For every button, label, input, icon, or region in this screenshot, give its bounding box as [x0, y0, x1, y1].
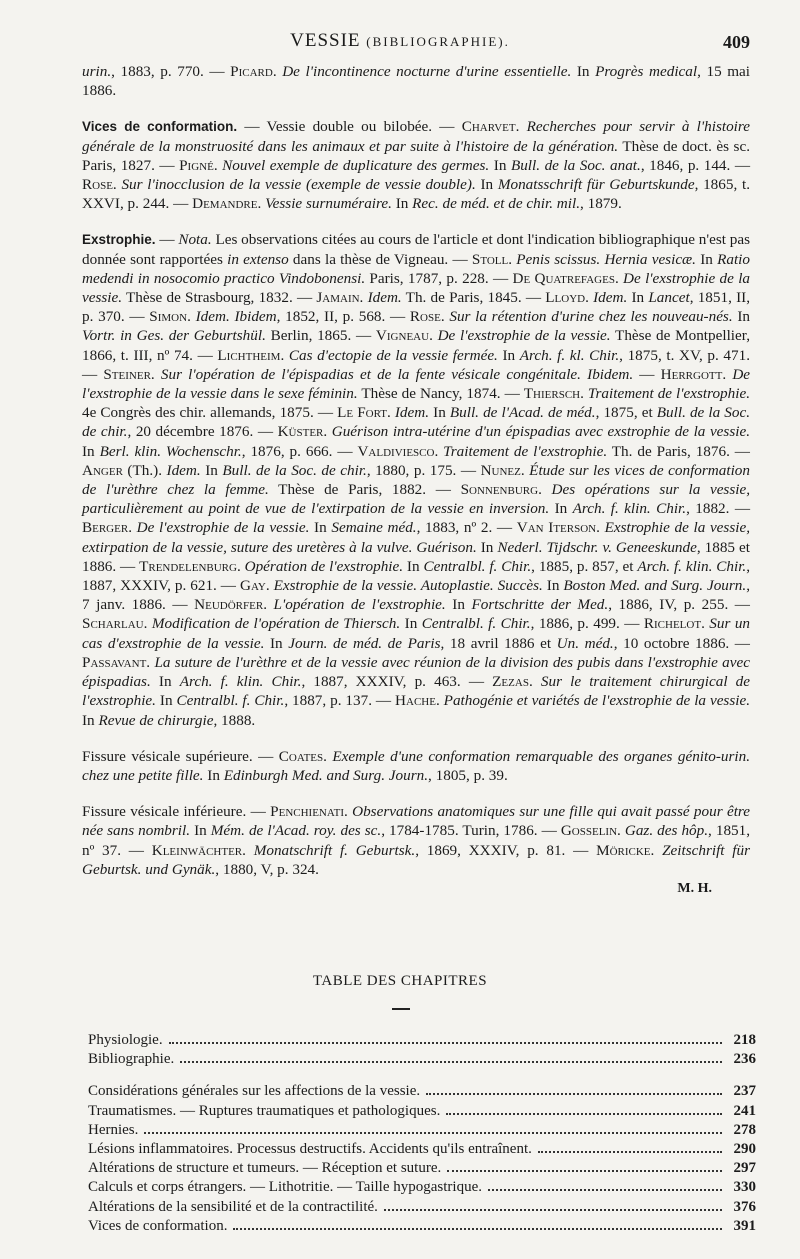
author-name: Valdiviesco	[357, 442, 435, 460]
citation-title: Arch. f. klin. Chir.	[572, 500, 687, 518]
citation-title: Arch. f. kl. Chir.	[519, 346, 620, 364]
citation-text: .	[614, 269, 624, 287]
citation-text: , 10 octobre 1886. —	[613, 634, 750, 652]
citation-text: , 1883, p. 770. —	[111, 63, 231, 80]
toc-entry	[88, 1082, 756, 1101]
author-name: Hache	[395, 692, 436, 710]
author-name: Anger	[82, 461, 123, 479]
citation-text: .	[236, 557, 245, 575]
author-name: Charvet	[461, 118, 516, 136]
citation-text: .	[150, 365, 161, 383]
citation-title: Fortschritte der Med.	[471, 596, 609, 614]
author-name: Picard	[230, 63, 273, 80]
citation-title: Idem.	[367, 289, 402, 307]
citation-text: , 1879.	[580, 195, 622, 213]
citation-text: Thèse de Nancy, 1874. —	[357, 385, 524, 403]
citation-text: .	[528, 673, 541, 691]
citation-title: Lancet	[648, 289, 690, 307]
toc-title: TABLE DES CHAPITRES	[312, 973, 488, 989]
citation-text: .	[434, 442, 444, 460]
author-name: Gay	[239, 577, 266, 595]
bibliography-paragraph	[82, 230, 750, 729]
citation-title: in extenso	[227, 250, 289, 268]
citation-text: In	[445, 596, 472, 614]
citation-title: Zeitschrift für Geburtsk. und Gynäk.	[82, 841, 751, 878]
citation-text: In	[542, 577, 564, 595]
citation-text: , 1875, et	[595, 404, 657, 422]
toc-entry-page: 278	[733, 1121, 756, 1138]
toc-leader-dots	[447, 1169, 722, 1172]
citation-text: In	[429, 404, 450, 422]
citation-title: Modification de l'opération de Thiersch.	[151, 615, 401, 633]
toc-entry-label: Vices de conformation.	[88, 1217, 228, 1234]
citation-title: Idem.	[593, 289, 628, 307]
citation-text: —	[155, 231, 179, 249]
page-header	[0, 30, 800, 58]
citation-text: (Th.).	[122, 461, 167, 479]
citation-title: Sur la rétention d'urine chez les nouveau-nés.	[449, 308, 733, 326]
author-name: Trendelenburg	[139, 557, 237, 575]
citation-text: .	[187, 308, 196, 326]
toc-leader-dots	[144, 1131, 722, 1134]
author-signature: M. H.	[677, 880, 712, 896]
citation-title: Observations anatomiques sur une fille qui avait passé pour être née sans nombril.	[82, 803, 751, 840]
toc-entry-label: Hernies.	[88, 1121, 139, 1138]
author-name: Jamain	[316, 289, 360, 307]
author-name: Rose	[82, 176, 113, 194]
citation-title: Des opérations sur la vessie, particulièrement au point de vue de l'extirpation de la vessie en inversion.	[82, 481, 751, 518]
toc-entry-label: Calculs et corps étrangers. — Lithotritie. — Taille hypogastrique.	[88, 1179, 482, 1196]
citation-title: Exstrophie de la vessie, extirpation de la vessie, suture des uretères à la vulve. Guérison.	[82, 519, 751, 556]
citation-text: , 7 janv. 1886. —	[82, 577, 750, 614]
citation-text: — Vessie double ou bilobée. —	[237, 118, 462, 136]
citation-text: In	[150, 673, 180, 691]
toc-leader-dots	[169, 1041, 722, 1044]
author-name: Nunez	[480, 461, 521, 479]
citation-title: Bull. de la Soc. de chir.	[82, 404, 751, 441]
citation-text: In	[264, 634, 289, 652]
citation-title: Exemple d'une conformation remarquable des organes génito-urin. chez une petite fille.	[82, 747, 750, 784]
toc-entry	[88, 1178, 756, 1197]
toc-entry-page: 236	[733, 1051, 756, 1068]
citation-text: , 1885, p. 857, et	[531, 557, 638, 575]
citation-title: Centralbl. f. Chir.	[176, 692, 285, 710]
author-name: Küster	[277, 423, 324, 441]
citation-text: .	[580, 385, 588, 403]
running-title	[0, 30, 800, 52]
citation-text: Fissure vésicale supérieure. —	[82, 747, 279, 765]
citation-text: In	[732, 308, 750, 326]
citation-text: .	[272, 63, 283, 80]
citation-text: , 1876, p. 666. —	[241, 442, 358, 460]
citation-title: Rec. de méd. et de chir. mil.	[412, 195, 581, 213]
citation-text: In	[203, 766, 224, 784]
toc-entry	[88, 1102, 756, 1121]
citation-text: , 1805, p. 39.	[428, 766, 508, 784]
toc-title-rule	[392, 1008, 410, 1010]
citation-text: .	[143, 615, 152, 633]
citation-text: Paris, 1787, p. 228. —	[365, 269, 513, 287]
citation-title: Traitement de l'exstrophie.	[587, 385, 751, 403]
citation-text: , 1887, XXXIV, p. 621. —	[82, 557, 751, 595]
citation-text: In	[391, 195, 413, 213]
author-name: Demandre	[192, 195, 258, 213]
citation-text: In	[571, 63, 596, 80]
citation-title: Sur l'inocclusion de la vessie (exemple de vessie double).	[121, 176, 476, 194]
author-name: Pigné	[179, 156, 214, 174]
citation-text: , 1885 et 1886. —	[82, 538, 750, 575]
citation-title: Journ. de méd. de Paris	[288, 634, 441, 652]
author-name: Lloyd	[545, 289, 586, 307]
toc-entry	[88, 1050, 756, 1069]
citation-text: .	[323, 747, 333, 765]
citation-text: .	[701, 615, 710, 633]
citation-text: , 1851, nº 37. —	[82, 822, 751, 859]
bibliography-paragraph	[82, 802, 750, 879]
citation-text: In	[497, 346, 520, 364]
citation-text: Thèse de Paris, 1882. —	[268, 481, 461, 499]
citation-title: Exstrophie de la vessie. Autoplastie. Succès.	[273, 577, 543, 595]
author-name: Vigneau	[375, 327, 430, 345]
citation-text: .	[359, 289, 368, 307]
citation-text: , 1880, V, p. 324.	[215, 860, 319, 878]
author-name: Lichtheim	[217, 346, 281, 364]
citation-title: Progrès medical	[595, 63, 698, 80]
citation-title: Nederl. Tijdschr. v. Geneeskunde	[497, 538, 697, 556]
citation-text: Les observations citées au cours de l'article et dont l'indication bibliographique n'est pas donnée sont rapportées	[82, 231, 751, 268]
toc-leader-dots	[233, 1227, 722, 1230]
toc-leader-dots	[538, 1150, 722, 1153]
author-name: Van Iterson	[516, 519, 597, 537]
toc-entry-page: 391	[733, 1217, 756, 1234]
toc-entry	[88, 1031, 756, 1050]
citation-text: .	[323, 423, 332, 441]
citation-title: Boston Med. and Surg. Journ.	[563, 577, 747, 595]
citation-text: , 20 décembre 1876. —	[127, 423, 278, 441]
citation-text: .	[617, 822, 625, 840]
citation-title: De l'incontinence nocturne d'urine essentielle.	[282, 63, 572, 80]
citation-text: , 1865, t. XXVI, p. 244. —	[82, 176, 750, 213]
citation-text: In	[190, 822, 211, 840]
author-name: Herrgott	[660, 365, 723, 383]
toc-entry-label: Traumatismes. — Ruptures traumatiques et pathologiques.	[88, 1102, 441, 1119]
citation-title: Nota.	[178, 231, 212, 249]
citation-text: .	[146, 653, 155, 671]
citation-text: , 1875, t. XV, p. 471. —	[82, 346, 750, 383]
author-name: Gosselin	[560, 822, 618, 840]
citation-text: .	[585, 289, 594, 307]
citation-title: Bull. de l'Acad. de méd.	[449, 404, 596, 422]
citation-text: , 1886, p. 499. —	[530, 615, 644, 633]
citation-text: .	[596, 519, 605, 537]
author-name: Passavant	[82, 653, 147, 671]
toc-entry-label: Bibliographie.	[88, 1051, 175, 1068]
author-name: Thiersch	[523, 385, 581, 403]
bibliography-paragraph	[82, 747, 750, 785]
citation-text: , 1882. —	[686, 500, 751, 518]
author-name: Kleinwächter	[151, 841, 243, 859]
citation-text: .	[128, 519, 137, 537]
citation-text: , 1869, XXXIV, p. 81. —	[415, 841, 597, 859]
citation-title: urin.	[82, 63, 112, 80]
citation-title: Un. méd.	[556, 634, 614, 652]
citation-text: .	[508, 250, 517, 268]
citation-text: , 1852, II, p. 568. —	[276, 308, 410, 326]
author-name: Neudörfer	[194, 596, 264, 614]
citation-text: Th. de Paris, 1876. —	[607, 442, 750, 460]
citation-text: In	[476, 538, 498, 556]
bibliography-paragraph	[82, 117, 750, 213]
citation-text: .	[213, 156, 223, 174]
citation-title: De l'exstrophie de la vessie dans le sexe féminin.	[82, 365, 751, 403]
toc-entry-page: 297	[733, 1160, 756, 1177]
citation-text: .	[538, 481, 552, 499]
citation-text: .	[280, 346, 289, 364]
author-name: Berger	[82, 519, 129, 537]
citation-title: L'opération de l'exstrophie.	[273, 596, 446, 614]
citation-title: Étude sur les vices de conformation de l'urèthre chez la femme.	[82, 461, 750, 499]
citation-text: .	[343, 803, 353, 821]
author-name: Richelot	[643, 615, 702, 633]
author-name: Möricke	[596, 841, 651, 859]
citation-text: .	[386, 404, 395, 422]
citation-text: Berlin, 1865. —	[265, 327, 376, 345]
citation-title: Cas d'ectopie de la vessie fermée.	[288, 346, 498, 364]
citation-text: , 1851, II, p. 370. —	[82, 289, 751, 326]
toc-leader-dots	[488, 1188, 722, 1191]
bibliography-paragraph	[82, 62, 750, 100]
citation-title: Opération de l'exstrophie.	[244, 557, 404, 575]
citation-title: Mém. de l'Acad. roy. des sc.	[210, 822, 382, 840]
citation-text: , 1880, p. 175. —	[366, 461, 481, 479]
citation-title: Gaz. des hôp.	[624, 822, 709, 840]
citation-title: Traitement de l'exstrophie.	[443, 442, 608, 460]
page-number: 409	[723, 32, 750, 52]
citation-title: Bull. de la Soc. anat.	[510, 156, 641, 174]
citation-title: Sur un cas d'exstrophie de la vessie.	[82, 615, 751, 652]
toc-leader-dots	[426, 1092, 722, 1095]
citation-text: , 15 mai 1886.	[82, 63, 751, 100]
running-title-subtitle: (BIBLIOGRAPHIE).	[366, 34, 510, 49]
citation-title: Arch. f. klin. Chir.	[637, 557, 747, 575]
toc-entry-page: 376	[733, 1198, 756, 1215]
citation-text: .	[435, 692, 444, 710]
author-name: Penchienati	[270, 803, 344, 821]
toc-entry-page: 237	[733, 1083, 756, 1100]
citation-text: , 1887, p. 137. —	[284, 692, 396, 710]
toc-entry	[88, 1140, 756, 1159]
citation-text: .	[242, 841, 254, 859]
citation-text: In	[627, 289, 649, 307]
citation-text: , 1883, nº 2. —	[416, 519, 517, 537]
citation-text: dans la thèse de Vigneau. —	[288, 250, 472, 268]
citation-text: , 1784-1785. Turin, 1786. —	[381, 822, 561, 840]
citation-text: In	[82, 711, 99, 729]
citation-title: De l'exstrophie de la vessie.	[437, 327, 611, 345]
citation-title: Guérison intra-utérine d'un épispadias avec exstrophie de la vessie.	[331, 423, 751, 441]
citation-title: Pathogénie et variétés de l'exstrophie de la vessie.	[443, 692, 751, 710]
author-name: Rose	[409, 308, 441, 326]
author-name: Sonnenburg	[460, 481, 539, 499]
toc-entry	[88, 1198, 756, 1217]
citation-text: Thèse de doct. ès sc. Paris, 1827. —	[82, 137, 751, 174]
citation-text: In	[475, 176, 498, 194]
citation-title: Ratio medendi in nosocomio practico Vindobonensi.	[82, 250, 750, 287]
citation-title: Bull. de la Soc. de chir.	[222, 461, 367, 479]
author-name: Zezas	[492, 673, 529, 691]
author-name: Coates	[278, 747, 324, 765]
citation-title: Penis scissus. Hernia vesicæ.	[516, 250, 696, 268]
citation-text: .	[440, 308, 450, 326]
citation-text: .	[722, 365, 733, 383]
citation-title: Arch. f. klin. Chir.	[179, 673, 302, 691]
citation-title: Vessie surnuméraire.	[265, 195, 392, 213]
toc-entry	[88, 1159, 756, 1178]
citation-text: Th. de Paris, 1845. —	[401, 289, 546, 307]
citation-text: In	[82, 442, 100, 460]
citation-text: In	[155, 692, 177, 710]
citation-title: Idem. Ibidem	[195, 308, 277, 326]
citation-text: .	[257, 195, 266, 213]
toc-entry-label: Physiologie.	[88, 1032, 163, 1048]
toc-entry-page: 241	[733, 1102, 756, 1119]
citation-text: Fissure vésicale inférieure. —	[82, 803, 271, 821]
section-heading: Exstrophie.	[82, 232, 156, 248]
citation-text: .	[265, 577, 274, 595]
citation-title: Monatsschrift für Geburtskunde	[497, 176, 695, 194]
citation-title: Sur l'opération de l'épispadias et de la fente vésicale congénitale. Ibidem.	[160, 365, 634, 383]
author-name: Scharlau	[82, 615, 144, 633]
toc-entry-label: Lésions inflammatoires. Processus destructifs. Accidents qu'ils entraînent.	[88, 1141, 532, 1158]
author-name: Stoll	[471, 250, 509, 268]
citation-title: Berl. klin. Wochenschr.	[99, 442, 242, 460]
bibliography-body	[82, 62, 750, 898]
citation-title: Revue de chirurgie	[98, 711, 214, 729]
citation-title: Centralbl. f. Chir.	[421, 615, 531, 633]
citation-text: —	[633, 365, 661, 383]
citation-text: , 1887, XXXIV, p. 463. —	[301, 673, 493, 691]
citation-text: In	[200, 461, 223, 479]
toc-entry-label: Considérations générales sur les affections de la vessie.	[88, 1083, 421, 1100]
citation-title: Idem.	[394, 404, 430, 422]
author-name: Steiner	[103, 365, 151, 383]
author-name: Le Fort	[337, 404, 387, 422]
citation-text: In	[695, 250, 718, 268]
citation-text: In	[400, 615, 422, 633]
citation-text: , 1888.	[213, 711, 256, 729]
toc-entry-page: 218	[733, 1032, 756, 1048]
citation-text: , 18 avril 1886 et	[440, 634, 557, 652]
author-name: De Quatrefages	[512, 269, 615, 287]
citation-text: .	[112, 176, 122, 194]
citation-text: , 1846, p. 144. —	[640, 156, 751, 174]
toc-leader-dots	[180, 1060, 722, 1063]
citation-text: .	[515, 118, 527, 136]
citation-title: Recherches pour servir à l'histoire générale de la monstruosité dans les animaux et par suite à l'histoire de la génération.	[82, 118, 750, 155]
toc-entry-label: Altérations de structure et tumeurs. — Réception et suture.	[88, 1160, 442, 1177]
citation-text: In	[403, 557, 424, 575]
citation-text: .	[263, 596, 274, 614]
toc-entry-page: 290	[733, 1141, 756, 1158]
citation-text: .	[650, 841, 663, 859]
citation-title: Sur le traitement chirurgical de l'exstrophie.	[82, 673, 751, 710]
citation-title: Nouvel exemple de duplicature des germes.	[222, 156, 490, 174]
citation-title: Edinburgh Med. and Surg. Journ.	[223, 766, 429, 784]
table-of-contents	[88, 1031, 756, 1236]
citation-title: La suture de l'urèthre et de la vessie avec réunion de la division des pubis dans l'exstrophie avec épispadias.	[82, 653, 751, 691]
toc-leader-dots	[384, 1208, 722, 1211]
toc-entry	[88, 1121, 756, 1140]
citation-text: 4e Congrès des chir. allemands, 1875. —	[82, 404, 338, 422]
citation-text: .	[520, 461, 530, 479]
citation-title: De l'exstrophie de la vessie.	[82, 269, 751, 307]
running-title-main: VESSIE	[290, 30, 361, 51]
toc-entry	[88, 1217, 756, 1236]
citation-title: Monatschrift f. Geburtsk.	[253, 841, 416, 859]
toc-entry-label: Altérations de la sensibilité et de la contractilité.	[88, 1198, 378, 1215]
citation-text: In	[309, 519, 332, 537]
section-heading: Vices de conformation.	[82, 119, 238, 135]
citation-text: .	[429, 327, 438, 345]
toc-entry-page: 330	[733, 1179, 756, 1196]
citation-title: Vortr. in Ges. der Geburtshül.	[82, 327, 266, 345]
citation-text: In	[549, 500, 573, 518]
citation-text: Thèse de Strasbourg, 1832. —	[122, 289, 317, 307]
citation-text: Thèse de Montpellier, 1866, t. III, nº 74. —	[82, 327, 750, 364]
citation-title: Centralbl. f. Chir.	[423, 557, 532, 575]
toc-leader-dots	[446, 1112, 722, 1115]
citation-text: In	[489, 156, 511, 174]
citation-title: Semaine méd.	[331, 519, 417, 537]
author-name: Simon	[149, 308, 188, 326]
citation-title: De l'exstrophie de la vessie.	[136, 519, 310, 537]
citation-text: , 1886, IV, p. 255. —	[608, 596, 750, 614]
citation-title: Idem.	[166, 461, 201, 479]
